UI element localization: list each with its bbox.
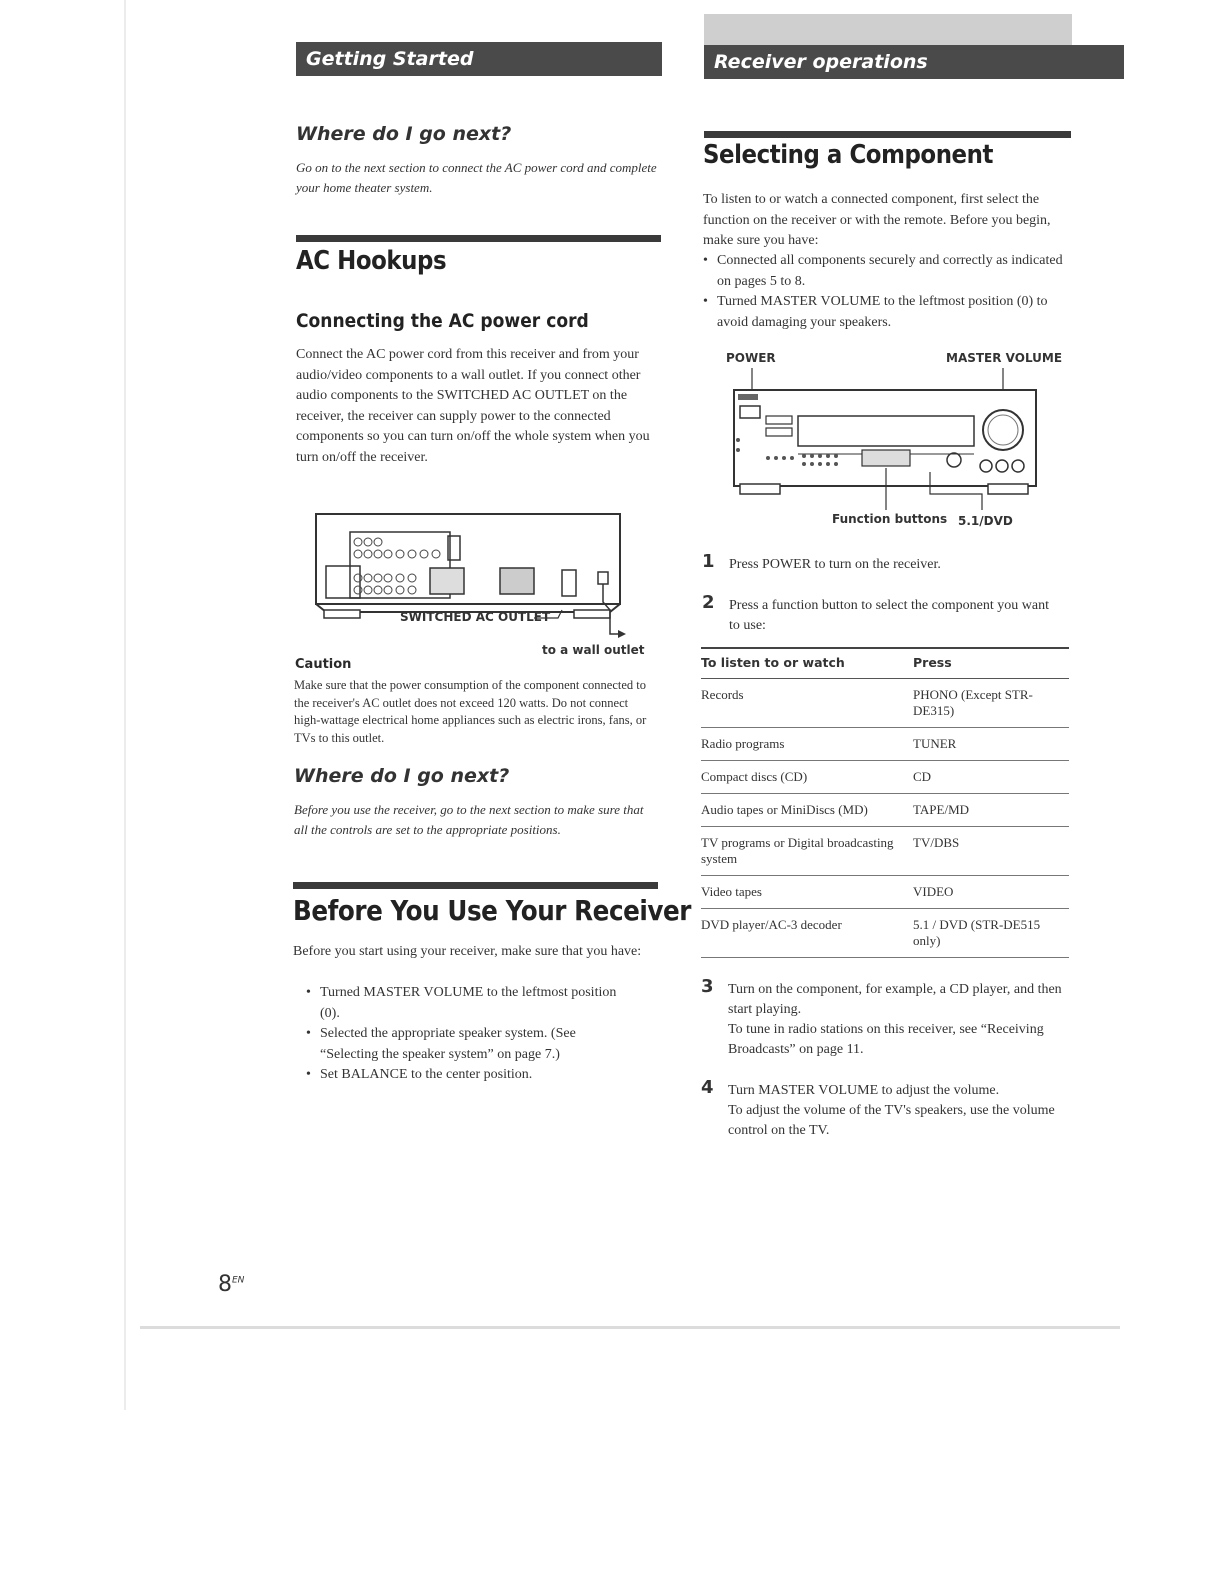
next-text-1: Go on to the next section to connect the AC power cord and complete your home theater system. [296,160,657,195]
function-table [701,647,1069,958]
caution-title: Caution [295,657,352,672]
before-bullets [304,983,634,1086]
scan-edge [124,0,126,1410]
before-intro: Before you start using your receiver, make sure that you have: [293,944,642,959]
list-item: • Turned MASTER VOLUME to the leftmost position (0). [304,983,634,1024]
section-header-left: Getting Started [296,42,662,76]
front-panel-figure [726,368,1066,513]
step-text: Press a function button to select the component you want to use: [729,598,1049,633]
caution-text: Make sure that the power consumption of the component connected to the receiver's AC outlet does not exceed 120 watts. Do not connect high-wattage electrical home appliances such as electric irons, fans, or TVs to this outlet. [294,678,647,745]
outlet-label: SWITCHED AC OUTLET [400,610,551,624]
power-label: POWER [726,351,776,365]
page-number-suffix: EN [232,1275,245,1286]
table-row [701,679,1069,728]
list-item: • Set BALANCE to the center position. [304,1065,634,1086]
selecting-bullets [701,251,1069,333]
selecting-intro: To listen to or watch a connected component, first select the function on the receiver or with the remote. Before you begin, make sure you have: [703,192,1051,248]
list-item: • Turned MASTER VOLUME to the leftmost position (0) to avoid damaging your speakers. [701,292,1069,333]
before-title: Before You Use Your Receiver [293,894,692,927]
table-row [701,909,1069,958]
dvd-label: 5.1/DVD [958,514,1013,528]
step-text: Press POWER to turn on the receiver. [729,557,941,572]
table-cell: TUNER [913,728,1069,761]
table-row [701,761,1069,794]
step-text: Turn on the component, for example, a CD player, and then start playing. [728,982,1062,1017]
step-number: 2 [702,592,715,613]
step-subtext: To tune in radio stations on this receiver, see “Receiving Broadcasts” on page 11. [728,1022,1044,1057]
next-title-2: Where do I go next? [294,765,510,787]
table-row [701,827,1069,876]
table-cell: VIDEO [913,876,1069,909]
scan-edge [140,1326,1120,1329]
section-rule [296,235,661,242]
page-number [218,1272,244,1297]
section-rule [293,882,658,889]
list-item: • Connected all components securely and correctly as indicated on pages 5 to 8. [701,251,1069,292]
step-number: 1 [702,551,715,572]
next-title-1: Where do I go next? [296,123,512,145]
table-header: Press [913,648,1069,679]
ac-subtitle: Connecting the AC power cord [296,310,589,332]
ac-hookups-title: AC Hookups [296,246,447,276]
step-subtext: To adjust the volume of the TV's speakers, use the volume control on the TV. [728,1103,1055,1138]
function-buttons-label: Function buttons [832,512,948,526]
table-cell: Radio programs [701,728,913,761]
table-cell: Audio tapes or MiniDiscs (MD) [701,794,913,827]
table-row [701,794,1069,827]
section-header-right: Receiver operations [704,45,1124,79]
table-cell: 5.1 / DVD (STR-DE515 only) [913,909,1069,958]
table-row [701,728,1069,761]
table-cell: Records [701,679,913,728]
table-cell: Compact discs (CD) [701,761,913,794]
table-cell: TV/DBS [913,827,1069,876]
table-cell: DVD player/AC-3 decoder [701,909,913,958]
rear-panel-figure [312,510,647,660]
page-number-value: 8 [218,1272,232,1297]
master-volume-label: MASTER VOLUME [946,351,1063,365]
step-number: 3 [701,976,714,997]
table-cell: CD [913,761,1069,794]
list-item: • Selected the appropriate speaker system. (See “Selecting the speaker system” on page 7.) [304,1024,634,1065]
step-text: Turn MASTER VOLUME to adjust the volume. [728,1083,1000,1098]
selecting-title: Selecting a Component [703,140,993,170]
section-rule [704,131,1071,138]
ac-text: Connect the AC power cord from this receiver and from your audio/video components to a wall outlet. If you connect other audio components to the SWITCHED AC OUTLET on the receiver, the receiver can supply power to the connected components so you can turn on/off the whole system when you turn on/off the receiver. [296,347,650,465]
scan-artifact [704,14,1072,46]
next-text-2: Before you use the receiver, go to the next section to make sure that all the controls are set to the appropriate positions. [294,802,644,837]
table-cell: Video tapes [701,876,913,909]
table-cell: PHONO (Except STR-DE315) [913,679,1069,728]
wall-outlet-label: to a wall outlet [542,643,645,657]
table-cell: TAPE/MD [913,794,1069,827]
table-row [701,876,1069,909]
table-cell: TV programs or Digital broadcasting system [701,827,913,876]
table-header: To listen to or watch [701,648,913,679]
step-number: 4 [701,1077,714,1098]
